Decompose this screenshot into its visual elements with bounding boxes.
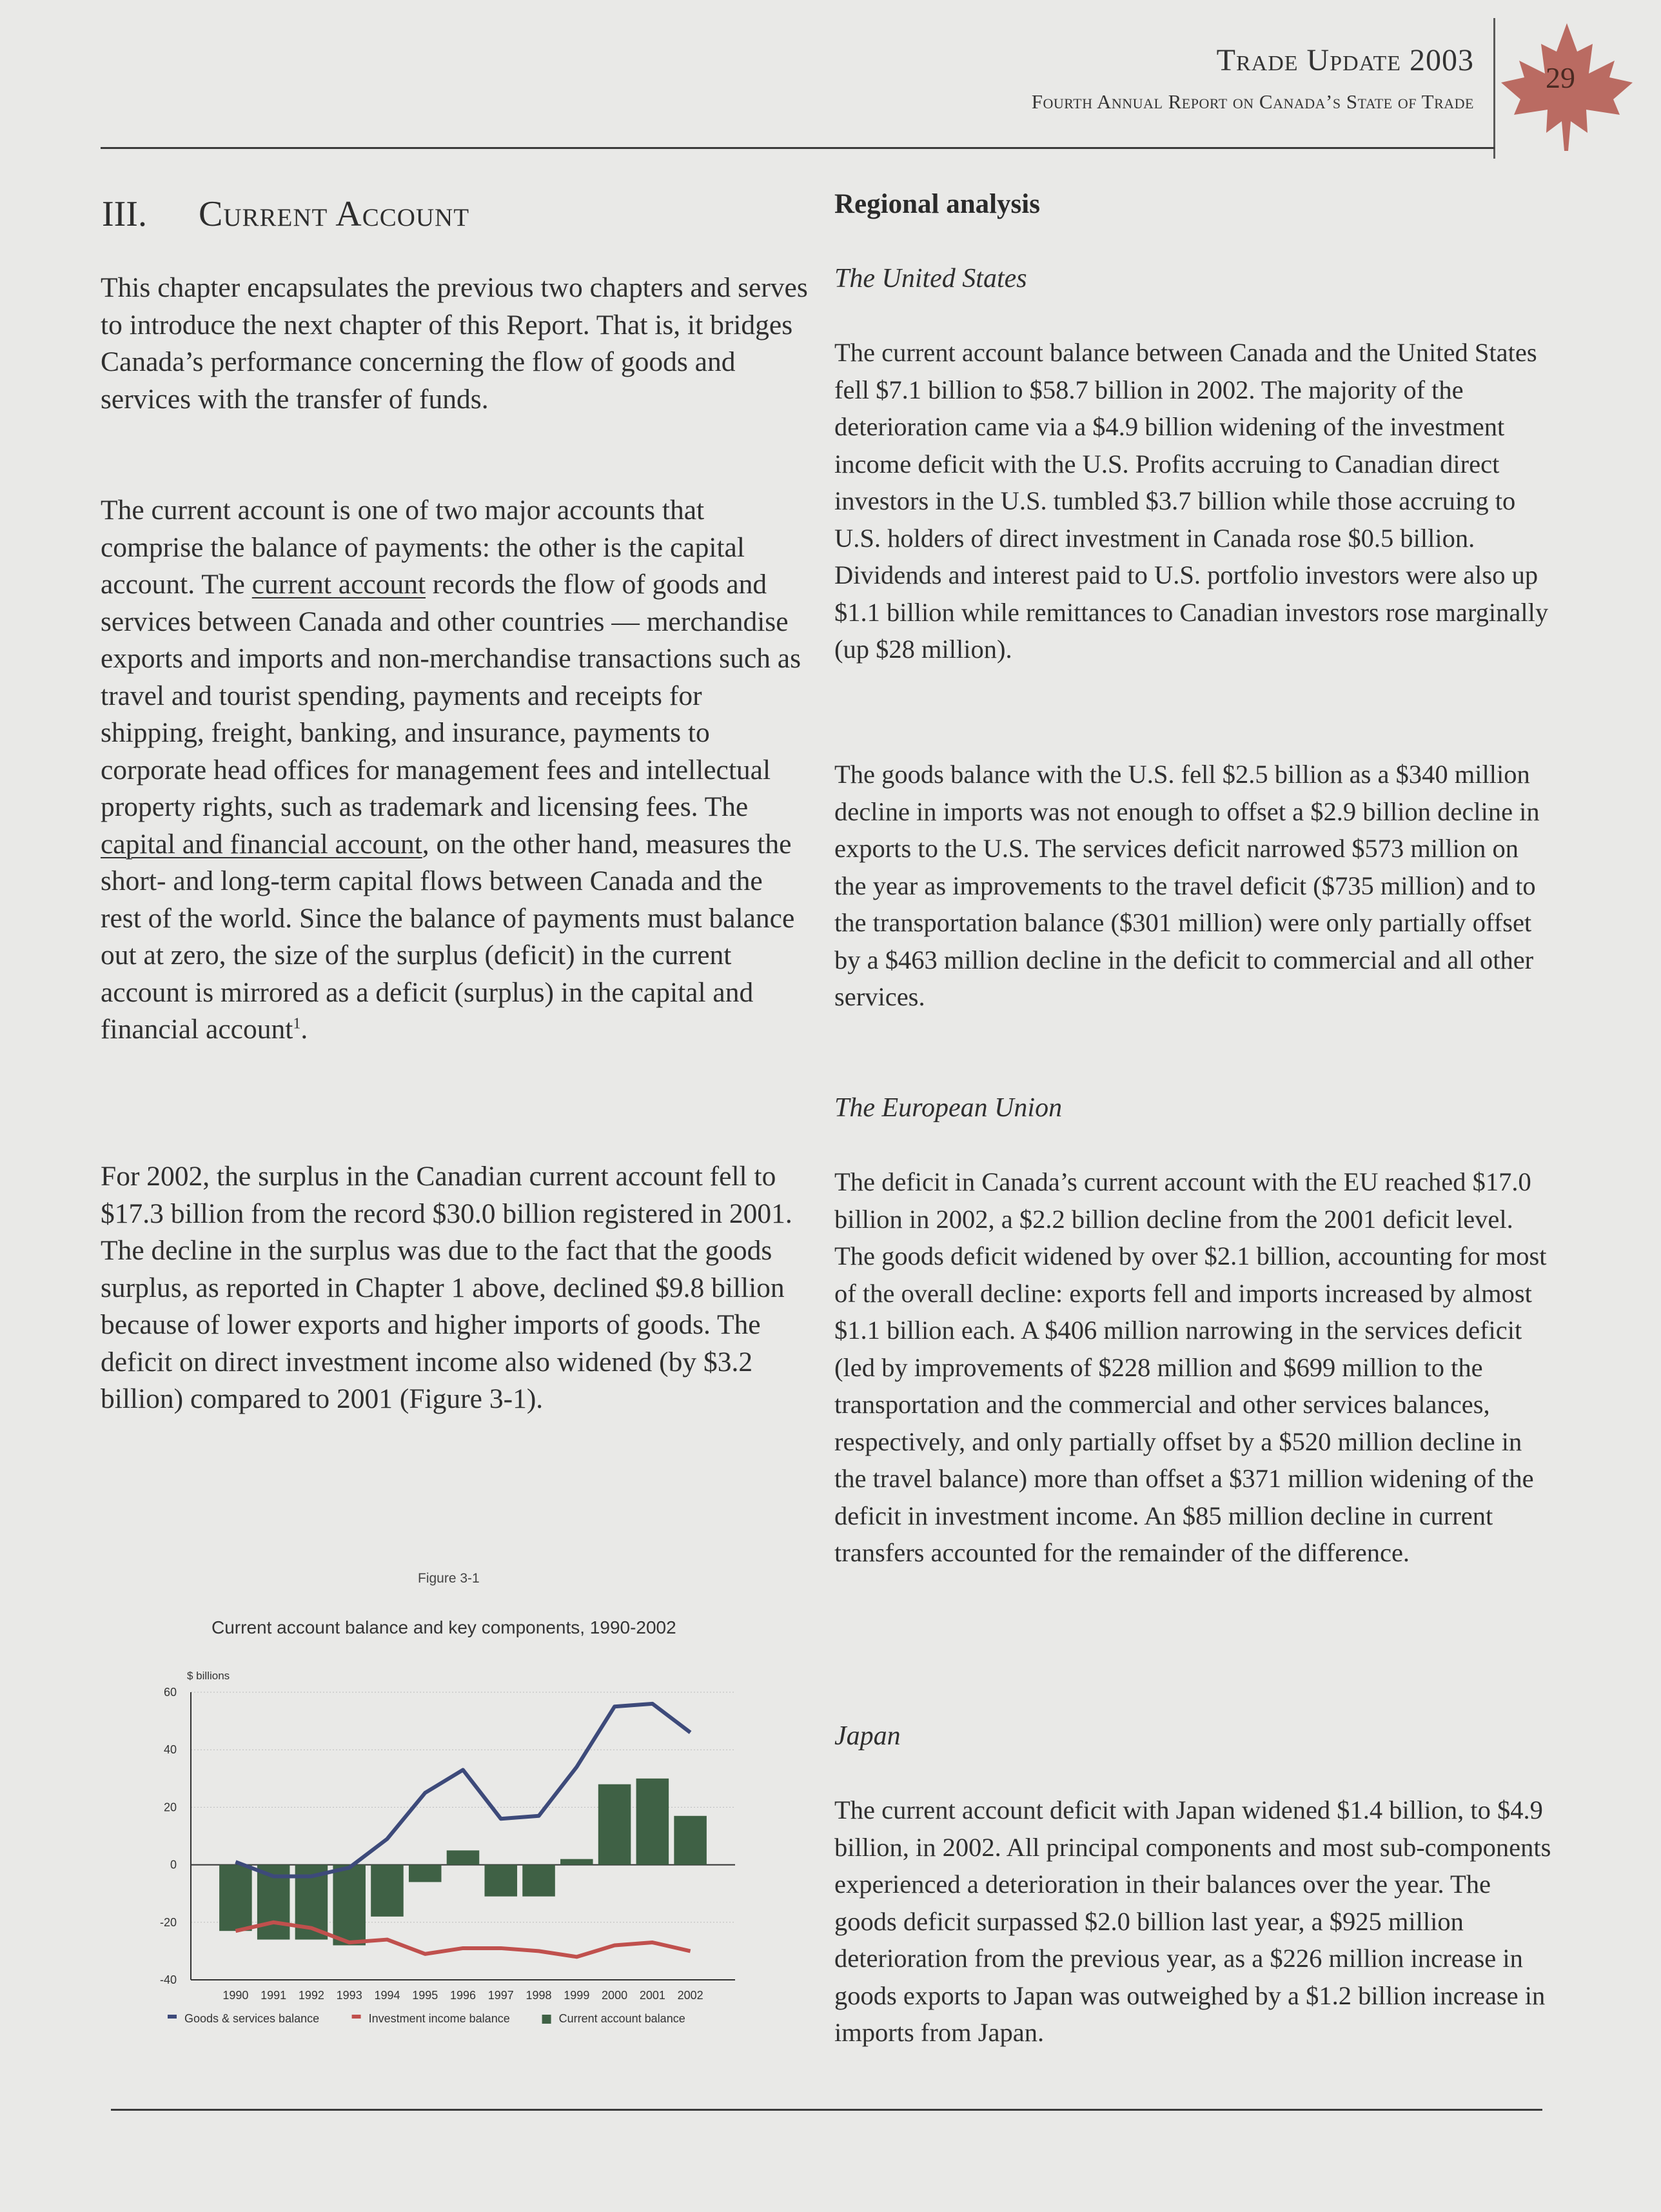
legend-swatch — [542, 2015, 551, 2024]
y-tick-label: 40 — [163, 1743, 177, 1757]
para2-text-a: The current account is one of two major accounts that comprise the balance of payments: the other is the capital account. The — [101, 495, 745, 600]
bar-current-account-1990 — [219, 1865, 252, 1931]
japan-subheading: Japan — [834, 1721, 901, 1751]
bar-current-account-2001 — [636, 1779, 669, 1865]
legend-swatch — [168, 2015, 177, 2019]
current-account-definition-paragraph — [101, 492, 810, 1049]
intro-paragraph: This chapter encapsulates the previous two chapters and serves to introduce the next chapter of this Report. That is, it bridges Canada’s performance concerning the flow of goods and services with the transfer of funds. — [101, 272, 808, 415]
chart-title: Current account balance and key components, 1990-2002 — [211, 1617, 676, 1637]
bar-current-account-1997 — [484, 1865, 517, 1897]
y-tick-label: 60 — [163, 1686, 177, 1699]
bar-current-account-1995 — [409, 1865, 442, 1882]
x-tick-label: 2002 — [677, 1989, 703, 2002]
x-tick-label: 2001 — [639, 1989, 665, 2002]
legend-label: Investment income balance — [368, 2012, 510, 2025]
para2-text-end: . — [300, 1014, 308, 1045]
section-name: Current Account — [199, 194, 470, 234]
bar-current-account-1993 — [333, 1865, 366, 1946]
y-axis-label: $ billions — [187, 1670, 230, 1682]
y-tick-label: 0 — [170, 1858, 177, 1871]
x-tick-label: 1994 — [374, 1989, 400, 2002]
y-tick-label: 20 — [163, 1801, 177, 1814]
figure-label: Figure 3-1 — [418, 1571, 480, 1586]
para2-text-c: , on the other hand, measures the short- and long-term capital flows between Canada and the rest of the world. Since the balance of payments must balance out at zero, the size of the surplus (deficit) in the current account is mirrored as a deficit (surplus) in the capital and financial account — [101, 828, 795, 1045]
para2-text-b: records the flow of goods and services between Canada and other countries — merchandise exports and imports and non-merchandise transactions such as travel and tourist spending, payments and receipts for shipping, freight, banking, and insurance, payments to corporate head offices for management fees and intellectual property rights, such as trademark and licensing fees. The — [101, 569, 801, 822]
page-number: 29 — [1546, 61, 1575, 94]
legend-label: Goods & services balance — [184, 2012, 320, 2025]
term-current-account: current account — [251, 569, 426, 600]
header-vertical-rule — [1493, 18, 1495, 159]
x-tick-label: 1995 — [412, 1989, 438, 2002]
bar-current-account-2000 — [598, 1784, 631, 1865]
bar-current-account-1999 — [560, 1859, 593, 1865]
2002-summary-paragraph: For 2002, the surplus in the Canadian current account fell to $17.3 billion from the record $30.0 billion registered in 2001. The decline in the surplus was due to the fact that the goods surplus, as reported in Chapter 1 above, declined $9.8 billion because of lower exports and higher imports of goods. The deficit on direct investment income also widened (by $3.2 billion) compared to 2001 (Figure 3-1). — [101, 1161, 792, 1414]
x-tick-label: 1997 — [487, 1989, 514, 2002]
eu-paragraph: The deficit in Canada’s current account with the EU reached $17.0 billion in 2002, a $2.2 billion decline from the 2001 deficit level. The goods deficit widened by over $2.1 billion, accounting for most of the overall decline: exports fell and imports increased by almost $1.1 billion each. A $406 million narrowing in the services deficit (led by improvements of $228 million and $699 million to the transportation and the commercial and other services balances, respectively, and only partially offset by a $520 million decline in the travel balance) more than offset a $371 million widening of the deficit in investment income. An $85 million decline in current transfers accounted for the remainder of the difference. — [834, 1167, 1547, 1567]
us-subheading: The United States — [834, 264, 1027, 293]
eu-subheading: The European Union — [834, 1093, 1063, 1123]
y-tick-label: -20 — [159, 1915, 177, 1929]
header-subtitle: Fourth Annual Report on Canada’s State of Trade — [1031, 90, 1474, 113]
bar-current-account-1996 — [447, 1850, 480, 1864]
term-capital-financial-account: capital and financial account — [101, 828, 422, 860]
bar-current-account-2002 — [674, 1816, 707, 1865]
regional-analysis-heading: Regional analysis — [834, 189, 1040, 219]
bar-current-account-1998 — [522, 1865, 555, 1897]
bar-current-account-1994 — [371, 1865, 404, 1917]
header-rule — [101, 147, 1495, 149]
legend-swatch — [352, 2015, 361, 2019]
x-tick-label: 1990 — [222, 1989, 249, 2002]
section-number: III. — [102, 194, 147, 234]
x-tick-label: 1996 — [449, 1989, 477, 2002]
section-title — [102, 193, 469, 235]
y-tick-label: -40 — [159, 1973, 177, 1986]
x-tick-label: 1999 — [564, 1989, 590, 2002]
line-investment-income — [235, 1922, 690, 1957]
footer-rule — [111, 2109, 1542, 2111]
us-paragraph-2: The goods balance with the U.S. fell $2.5 billion as a $340 million decline in imports was not enough to offset a $2.9 billion decline in exports to the U.S. The services deficit narrowed $573 million on the year as improvements to the travel deficit ($735 million) and to the transportation balance ($301 million) were only partially offset by a $463 million decline in the deficit to commercial and all other services. — [834, 760, 1540, 1011]
current-account-chart — [148, 1664, 780, 2038]
x-tick-label: 2000 — [602, 1989, 628, 2002]
japan-paragraph: The current account deficit with Japan widened $1.4 billion, to $4.9 billion, in 2002. All principal components and most sub-components experienced a deterioration in their balances over the year. The goods deficit surpassed $2.0 billion last year, a $925 million deterioration from the previous year, as a $226 million increase in goods exports to Japan was outweighed by a $1.2 billion increase in imports from Japan. — [834, 1795, 1551, 2047]
header-title: Trade Update 2003 — [1216, 43, 1474, 77]
x-tick-label: 1992 — [298, 1989, 324, 2002]
us-paragraph-1: The current account balance between Canada and the United States fell $7.1 billion to $58.7 billion in 2002. The majority of the deterioration came via a $4.9 billion widening of the investment income deficit with the U.S. Profits accruing to Canadian direct investors in the U.S. tumbled $3.7 billion while those accruing to U.S. holders of direct investment in Canada rose $0.5 billion. Dividends and interest paid to U.S. portfolio investors were also up $1.1 billion while remittances to Canadian investors rose marginally (up $28 million). — [834, 338, 1549, 664]
x-tick-label: 1998 — [526, 1989, 552, 2002]
footnote-marker[interactable]: 1 — [293, 1015, 301, 1032]
x-tick-label: 1993 — [336, 1989, 362, 2002]
x-tick-label: 1991 — [260, 1989, 287, 2002]
legend-label: Current account balance — [558, 2012, 685, 2025]
